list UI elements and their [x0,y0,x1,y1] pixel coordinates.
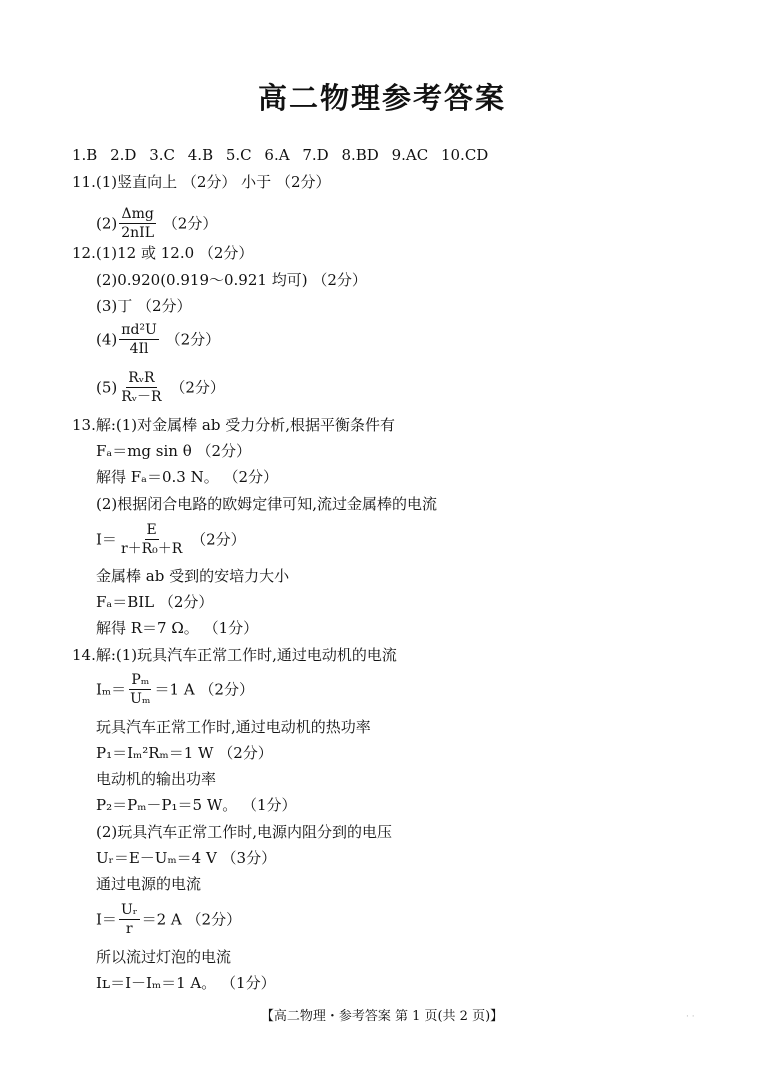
q12-part5: (5) $\frac{\text{RᵥR}}{\text{Rᵥ－R}}$ （2分） [96,370,225,405]
q14-line1: 14.解:(1)玩具汽车正常工作时,通过电动机的电流 [72,646,397,664]
q14-line5: 电动机的输出功率 [96,770,217,788]
page-title: 高二物理参考答案 [257,81,506,115]
q14-line3: 玩具汽车正常工作时,通过电动机的热功率 [96,718,371,736]
q13-line1: 13.解:(1)对金属棒 ab 受力分析,根据平衡条件有 [72,416,396,434]
q14-line9: 通过电源的电流 [96,875,202,893]
corner-dots: · · [686,1012,695,1022]
q14-line12: Iʟ＝I－Iₘ＝1 A。 （1分） [96,974,276,992]
q14-fraction-1: $\frac{\text{Pₘ}}{\text{Uₘ}}$ [130,672,151,707]
q13-line8: 解得 R＝7 Ω。 （1分） [96,619,259,637]
q12-part1: 12.(1)12 或 12.0 （2分） [72,244,254,262]
q12-part3: (3)丁 （2分） [96,297,192,315]
q13-line5: I＝ $\frac{E}{\text{r＋R₀＋R}}$ （2分） [96,522,246,557]
q12-fraction-5: $\frac{\text{RᵥR}}{\text{Rᵥ－R}}$ [121,370,162,405]
q13-line6: 金属棒 ab 受到的安培力大小 [96,567,290,585]
q12-part2: (2)0.920(0.919～0.921 均可) （2分） [96,271,367,289]
multiple-choice-answers: 1.B 2.D 3.C 4.B 5.C 6.A 7.D 8.BD 9.AC 10.CD [72,146,489,164]
q13-fraction: $\frac{E}{\text{r＋R₀＋R}}$ [120,522,183,557]
q14-line8: Uᵣ＝E－Uₘ＝4 V （3分） [96,849,277,867]
q13-line3: 解得 Fₐ＝0.3 N。 （2分） [96,468,279,486]
q11-part1: 11.(1)竖直向上 （2分） 小于 （2分） [72,173,331,191]
page-footer: 【高二物理・参考答案 第 1 页(共 2 页)】 [260,1009,504,1024]
q13-line7: Fₐ＝BIL （2分） [96,593,214,611]
q13-line4: (2)根据闭合电路的欧姆定律可知,流过金属棒的电流 [96,495,438,513]
q14-fraction-2: $\frac{\text{Uᵣ}}{r}$ [120,902,138,937]
q14-line7: (2)玩具汽车正常工作时,电源内阻分到的电压 [96,823,393,841]
q14-line2: Iₘ＝ $\frac{\text{Pₘ}}{\text{Uₘ}}$ ＝1 A （2分） [96,672,254,707]
q11-fraction: $\frac{\text{Δmg}}{\text{2nIL}}$ [121,206,155,241]
q11-part2: (2) $\frac{\text{Δmg}}{\text{2nIL}}$ （2分） [96,206,218,241]
q12-fraction-4: $\frac{\text{πd²U}}{4Il}$ [121,322,157,357]
q14-line6: P₂＝Pₘ－P₁＝5 W。 （1分） [96,796,297,814]
q14-line4: P₁＝Iₘ²Rₘ＝1 W （2分） [96,744,273,762]
q13-line2: Fₐ＝mg sin θ （2分） [96,442,252,460]
q14-line10: I＝ $\frac{\text{Uᵣ}}{r}$ ＝2 A （2分） [96,902,242,937]
q14-line11: 所以流过灯泡的电流 [96,948,232,966]
q12-part4: (4) $\frac{\text{πd²U}}{4Il}$ （2分） [96,322,221,357]
